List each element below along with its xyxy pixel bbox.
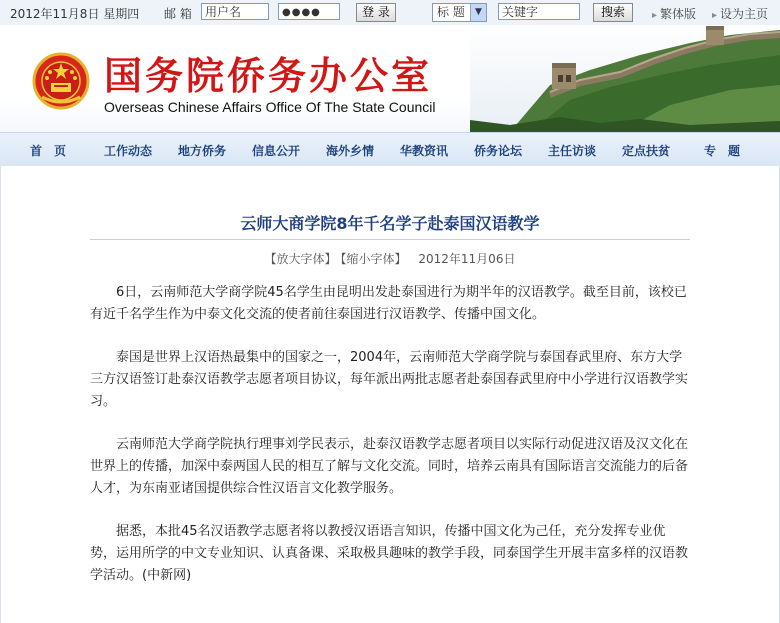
article-paragraph: 6日，云南师范大学商学院45名学生由昆明出发赴泰国进行为期半年的汉语教学。截至目前，该校已有近千名学生作为中泰文化交流的使者前往泰国进行汉语教学、传播中国文化。 xyxy=(90,285,687,322)
article-meta xyxy=(0,250,780,267)
title-divider xyxy=(90,239,690,240)
article-title: 云师大商学院8年千名学子赴泰国汉语教学 xyxy=(240,214,540,233)
search-type-value: 标 题 xyxy=(437,5,465,19)
nav-item-special-topics[interactable]: 专 题 xyxy=(704,144,741,158)
article-date: 2012年11月06日 xyxy=(418,252,516,266)
search-type-select[interactable] xyxy=(432,3,487,22)
site-header xyxy=(0,25,780,132)
username-input[interactable]: 用户名 xyxy=(201,3,269,20)
nav-item-info-disclosure[interactable]: 信息公开 xyxy=(252,144,301,158)
search-button[interactable]: 搜索 xyxy=(593,3,633,22)
top-utility-bar xyxy=(0,0,780,26)
main-navigation xyxy=(0,132,780,167)
enlarge-font-link[interactable]: 【放大字体】 xyxy=(264,252,337,266)
article-paragraph: 据悉，本批45名汉语教学志愿者将以教授汉语语言知识，传播中国文化为己任，充分发挥专业优势，运用所学的中文专业知识、认真备课、采取极具趣味的教学手段，同泰国学生开展丰富多样的汉语教学活动。(中新网) xyxy=(90,524,689,583)
traditional-version-label: 繁体版 xyxy=(660,7,697,21)
mailbox-label: 邮 箱 xyxy=(164,7,192,21)
arrow-right-icon: ▸ xyxy=(652,10,658,21)
nav-item-chinese-education[interactable]: 华教资讯 xyxy=(400,144,449,158)
nav-item-forum[interactable]: 侨务论坛 xyxy=(474,144,523,158)
nav-item-overseas-hometown[interactable]: 海外乡情 xyxy=(326,144,375,158)
chevron-down-icon[interactable]: ▼ xyxy=(470,4,486,21)
arrow-right-icon: ▸ xyxy=(712,10,718,21)
nav-item-home[interactable]: 首 页 xyxy=(30,144,67,158)
login-button[interactable]: 登 录 xyxy=(356,3,396,22)
password-input[interactable]: ●●●● xyxy=(278,3,340,20)
site-title-chinese: 国务院侨务办公室 xyxy=(104,53,433,98)
site-title-english: Overseas Chinese Affairs Office Of The State Council xyxy=(104,99,436,115)
great-wall-image xyxy=(470,25,780,132)
article-paragraph: 云南师范大学商学院执行理事刘学民表示，赴泰汉语教学志愿者项目以实际行动促进汉语及汉文化在世界上的传播，加深中泰两国人民的相互了解与文化交流。同时，培养云南具有国际语言交流能力的后备人才，为东南亚诸国提供综合性汉语言文化教学服务。 xyxy=(90,437,689,496)
shrink-font-link[interactable]: 【缩小字体】 xyxy=(340,252,407,266)
set-homepage-label: 设为主页 xyxy=(720,7,769,21)
current-date: 2012年11月8日 星期四 xyxy=(10,7,140,21)
keyword-input[interactable]: 关键字 xyxy=(498,3,580,20)
nav-item-local-affairs[interactable]: 地方侨务 xyxy=(178,144,227,158)
set-homepage-link[interactable] xyxy=(712,5,768,22)
nav-item-work-news[interactable]: 工作动态 xyxy=(104,144,153,158)
nav-item-director-interview[interactable]: 主任访谈 xyxy=(548,144,597,158)
article-paragraph: 泰国是世界上汉语热最集中的国家之一，2004年，云南师范大学商学院与泰国春武里府、东方大学三方汉语签订赴泰汉语教学志愿者项目协议，每年派出两批志愿者赴泰国春武里府中小学进行汉语教学实习。 xyxy=(90,350,689,409)
nav-item-poverty-relief[interactable]: 定点扶贫 xyxy=(622,144,671,158)
national-emblem-icon xyxy=(32,52,90,110)
traditional-version-link[interactable] xyxy=(652,5,696,22)
